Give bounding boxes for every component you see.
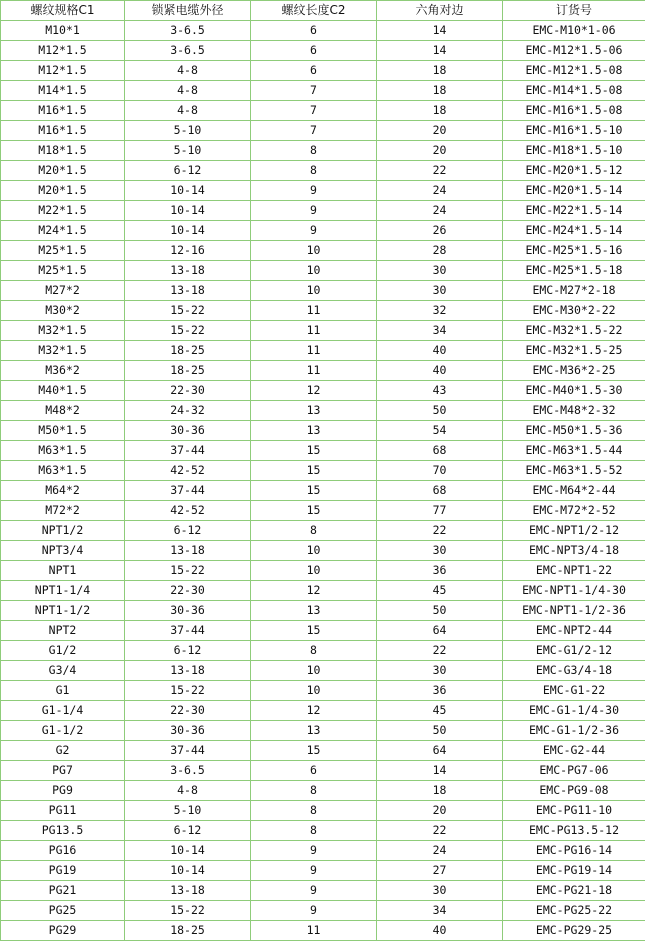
- header-order-number: 订货号: [503, 1, 645, 21]
- header-hex-flats: 六角对边: [377, 1, 503, 21]
- cell-thread-spec: G1/2: [1, 641, 125, 661]
- cell-order-number: EMC-PG9-08: [503, 781, 645, 801]
- cell-thread-spec: M20*1.5: [1, 181, 125, 201]
- cell-order-number: EMC-NPT3/4-18: [503, 541, 645, 561]
- cell-thread-length: 15: [251, 621, 377, 641]
- cell-hex-flats: 50: [377, 401, 503, 421]
- header-thread-spec: 螺纹规格C1: [1, 1, 125, 21]
- cell-order-number: EMC-G3/4-18: [503, 661, 645, 681]
- cell-cable-diameter: 15-22: [125, 561, 251, 581]
- cell-thread-length: 15: [251, 501, 377, 521]
- cell-thread-spec: M27*2: [1, 281, 125, 301]
- cell-order-number: EMC-M20*1.5-12: [503, 161, 645, 181]
- table-row: [1, 41, 645, 61]
- header-row: [1, 1, 645, 21]
- cell-thread-spec: NPT1/2: [1, 521, 125, 541]
- cell-thread-spec: NPT2: [1, 621, 125, 641]
- cell-hex-flats: 68: [377, 481, 503, 501]
- cell-cable-diameter: 3-6.5: [125, 21, 251, 41]
- table-row: [1, 921, 645, 941]
- cell-order-number: EMC-PG13.5-12: [503, 821, 645, 841]
- cell-hex-flats: 64: [377, 621, 503, 641]
- cell-thread-length: 6: [251, 41, 377, 61]
- header-cable-diameter: 锁紧电缆外径: [125, 1, 251, 21]
- table-row: [1, 441, 645, 461]
- table-row: [1, 641, 645, 661]
- cell-thread-spec: PG13.5: [1, 821, 125, 841]
- table-row: [1, 381, 645, 401]
- cell-thread-length: 6: [251, 761, 377, 781]
- cell-hex-flats: 70: [377, 461, 503, 481]
- cell-thread-length: 8: [251, 801, 377, 821]
- table-row: [1, 581, 645, 601]
- cell-thread-length: 9: [251, 901, 377, 921]
- cell-hex-flats: 22: [377, 161, 503, 181]
- cell-thread-spec: M25*1.5: [1, 261, 125, 281]
- cell-order-number: EMC-PG29-25: [503, 921, 645, 941]
- cell-thread-length: 9: [251, 201, 377, 221]
- cell-hex-flats: 40: [377, 921, 503, 941]
- cell-hex-flats: 22: [377, 821, 503, 841]
- cell-cable-diameter: 24-32: [125, 401, 251, 421]
- cell-hex-flats: 34: [377, 901, 503, 921]
- table-row: [1, 521, 645, 541]
- cell-cable-diameter: 13-18: [125, 661, 251, 681]
- cell-order-number: EMC-G2-44: [503, 741, 645, 761]
- cell-cable-diameter: 42-52: [125, 461, 251, 481]
- cell-thread-length: 11: [251, 361, 377, 381]
- cell-order-number: EMC-NPT1-1/2-36: [503, 601, 645, 621]
- cell-hex-flats: 34: [377, 321, 503, 341]
- cell-thread-spec: M63*1.5: [1, 461, 125, 481]
- cell-cable-diameter: 6-12: [125, 641, 251, 661]
- cell-order-number: EMC-PG25-22: [503, 901, 645, 921]
- table-row: [1, 741, 645, 761]
- cell-order-number: EMC-M25*1.5-16: [503, 241, 645, 261]
- cell-hex-flats: 24: [377, 841, 503, 861]
- cell-cable-diameter: 5-10: [125, 121, 251, 141]
- cell-thread-spec: PG7: [1, 761, 125, 781]
- cell-thread-spec: M30*2: [1, 301, 125, 321]
- cell-order-number: EMC-M16*1.5-08: [503, 101, 645, 121]
- cell-thread-spec: M72*2: [1, 501, 125, 521]
- cell-cable-diameter: 10-14: [125, 221, 251, 241]
- cell-order-number: EMC-PG19-14: [503, 861, 645, 881]
- cell-cable-diameter: 37-44: [125, 441, 251, 461]
- cell-hex-flats: 36: [377, 561, 503, 581]
- table-row: [1, 341, 645, 361]
- table-row: [1, 541, 645, 561]
- table-row: [1, 121, 645, 141]
- table-row: [1, 281, 645, 301]
- cell-cable-diameter: 18-25: [125, 921, 251, 941]
- cell-cable-diameter: 15-22: [125, 681, 251, 701]
- cell-thread-spec: M36*2: [1, 361, 125, 381]
- cell-hex-flats: 14: [377, 761, 503, 781]
- cell-order-number: EMC-M22*1.5-14: [503, 201, 645, 221]
- cell-hex-flats: 43: [377, 381, 503, 401]
- cell-cable-diameter: 13-18: [125, 541, 251, 561]
- table-row: [1, 481, 645, 501]
- cell-thread-length: 10: [251, 281, 377, 301]
- cell-order-number: EMC-M32*1.5-25: [503, 341, 645, 361]
- cell-cable-diameter: 18-25: [125, 341, 251, 361]
- cell-thread-spec: M20*1.5: [1, 161, 125, 181]
- cell-cable-diameter: 42-52: [125, 501, 251, 521]
- table-row: [1, 701, 645, 721]
- cell-thread-spec: M48*2: [1, 401, 125, 421]
- cell-hex-flats: 30: [377, 261, 503, 281]
- cell-thread-length: 10: [251, 541, 377, 561]
- table-row: [1, 621, 645, 641]
- cell-order-number: EMC-PG16-14: [503, 841, 645, 861]
- table-row: [1, 421, 645, 441]
- cell-thread-spec: PG29: [1, 921, 125, 941]
- table-row: [1, 821, 645, 841]
- cell-cable-diameter: 22-30: [125, 381, 251, 401]
- cell-thread-spec: G1-1/4: [1, 701, 125, 721]
- cell-cable-diameter: 13-18: [125, 881, 251, 901]
- cell-order-number: EMC-M63*1.5-52: [503, 461, 645, 481]
- cell-hex-flats: 64: [377, 741, 503, 761]
- cell-thread-length: 8: [251, 141, 377, 161]
- cell-thread-length: 8: [251, 521, 377, 541]
- cell-cable-diameter: 15-22: [125, 901, 251, 921]
- cell-hex-flats: 50: [377, 601, 503, 621]
- cell-thread-length: 15: [251, 441, 377, 461]
- cell-cable-diameter: 15-22: [125, 301, 251, 321]
- cell-thread-spec: M10*1: [1, 21, 125, 41]
- cell-hex-flats: 14: [377, 41, 503, 61]
- cell-thread-spec: G1-1/2: [1, 721, 125, 741]
- cell-hex-flats: 18: [377, 781, 503, 801]
- cell-thread-length: 9: [251, 181, 377, 201]
- cell-hex-flats: 27: [377, 861, 503, 881]
- cell-thread-spec: M22*1.5: [1, 201, 125, 221]
- table-row: [1, 361, 645, 381]
- cell-order-number: EMC-G1-22: [503, 681, 645, 701]
- cell-hex-flats: 14: [377, 21, 503, 41]
- table-row: [1, 781, 645, 801]
- cell-hex-flats: 68: [377, 441, 503, 461]
- cell-thread-spec: M25*1.5: [1, 241, 125, 261]
- header-thread-length: 螺纹长度C2: [251, 1, 377, 21]
- cell-thread-spec: PG11: [1, 801, 125, 821]
- cell-order-number: EMC-NPT1/2-12: [503, 521, 645, 541]
- cell-cable-diameter: 15-22: [125, 321, 251, 341]
- cell-hex-flats: 40: [377, 341, 503, 361]
- table-row: [1, 761, 645, 781]
- cell-hex-flats: 32: [377, 301, 503, 321]
- cell-thread-spec: M50*1.5: [1, 421, 125, 441]
- cell-cable-diameter: 30-36: [125, 721, 251, 741]
- cell-cable-diameter: 37-44: [125, 481, 251, 501]
- cell-order-number: EMC-M12*1.5-06: [503, 41, 645, 61]
- cell-thread-length: 8: [251, 781, 377, 801]
- cell-order-number: EMC-M50*1.5-36: [503, 421, 645, 441]
- table-row: [1, 61, 645, 81]
- table-row: [1, 101, 645, 121]
- table-row: [1, 861, 645, 881]
- cell-cable-diameter: 13-18: [125, 261, 251, 281]
- table-row: [1, 801, 645, 821]
- cell-thread-spec: M24*1.5: [1, 221, 125, 241]
- cell-thread-spec: PG25: [1, 901, 125, 921]
- table-row: [1, 661, 645, 681]
- cell-order-number: EMC-M24*1.5-14: [503, 221, 645, 241]
- cell-thread-length: 6: [251, 61, 377, 81]
- table-row: [1, 21, 645, 41]
- cell-thread-length: 13: [251, 421, 377, 441]
- cell-thread-spec: M63*1.5: [1, 441, 125, 461]
- cell-cable-diameter: 30-36: [125, 601, 251, 621]
- cell-thread-spec: M32*1.5: [1, 321, 125, 341]
- cell-order-number: EMC-M18*1.5-10: [503, 141, 645, 161]
- cell-order-number: EMC-G1-1/2-36: [503, 721, 645, 741]
- table-row: [1, 681, 645, 701]
- cell-thread-spec: M14*1.5: [1, 81, 125, 101]
- table-row: [1, 81, 645, 101]
- cell-order-number: EMC-M27*2-18: [503, 281, 645, 301]
- cell-thread-length: 6: [251, 21, 377, 41]
- cell-thread-length: 12: [251, 701, 377, 721]
- cell-hex-flats: 24: [377, 181, 503, 201]
- cell-thread-length: 11: [251, 321, 377, 341]
- cell-thread-length: 9: [251, 221, 377, 241]
- cell-cable-diameter: 3-6.5: [125, 41, 251, 61]
- cell-thread-spec: G3/4: [1, 661, 125, 681]
- cell-thread-length: 7: [251, 121, 377, 141]
- cell-hex-flats: 54: [377, 421, 503, 441]
- cell-thread-spec: NPT1-1/2: [1, 601, 125, 621]
- cell-cable-diameter: 6-12: [125, 161, 251, 181]
- cell-thread-spec: G2: [1, 741, 125, 761]
- cell-thread-spec: M12*1.5: [1, 61, 125, 81]
- cell-order-number: EMC-M25*1.5-18: [503, 261, 645, 281]
- cell-hex-flats: 30: [377, 661, 503, 681]
- table-row: [1, 501, 645, 521]
- cell-hex-flats: 45: [377, 581, 503, 601]
- cell-cable-diameter: 4-8: [125, 61, 251, 81]
- cell-thread-length: 10: [251, 261, 377, 281]
- cell-thread-spec: M32*1.5: [1, 341, 125, 361]
- cell-thread-spec: M16*1.5: [1, 101, 125, 121]
- cell-hex-flats: 50: [377, 721, 503, 741]
- table-row: [1, 561, 645, 581]
- cell-order-number: EMC-PG11-10: [503, 801, 645, 821]
- cell-hex-flats: 20: [377, 141, 503, 161]
- cell-cable-diameter: 10-14: [125, 181, 251, 201]
- cell-thread-length: 10: [251, 561, 377, 581]
- cell-order-number: EMC-M32*1.5-22: [503, 321, 645, 341]
- cell-thread-length: 10: [251, 241, 377, 261]
- cell-cable-diameter: 4-8: [125, 81, 251, 101]
- cell-hex-flats: 22: [377, 641, 503, 661]
- table-row: [1, 401, 645, 421]
- cell-order-number: EMC-G1-1/4-30: [503, 701, 645, 721]
- cell-thread-length: 8: [251, 641, 377, 661]
- table-row: [1, 221, 645, 241]
- cell-thread-length: 9: [251, 861, 377, 881]
- cell-cable-diameter: 10-14: [125, 861, 251, 881]
- cell-thread-length: 7: [251, 101, 377, 121]
- cell-cable-diameter: 3-6.5: [125, 761, 251, 781]
- cell-cable-diameter: 10-14: [125, 201, 251, 221]
- table-row: [1, 721, 645, 741]
- cell-hex-flats: 40: [377, 361, 503, 381]
- cell-hex-flats: 77: [377, 501, 503, 521]
- cell-cable-diameter: 37-44: [125, 741, 251, 761]
- cell-order-number: EMC-G1/2-12: [503, 641, 645, 661]
- cell-thread-length: 13: [251, 721, 377, 741]
- cell-order-number: EMC-M20*1.5-14: [503, 181, 645, 201]
- cell-thread-spec: PG19: [1, 861, 125, 881]
- cell-hex-flats: 28: [377, 241, 503, 261]
- cell-order-number: EMC-M14*1.5-08: [503, 81, 645, 101]
- table-row: [1, 141, 645, 161]
- cell-thread-length: 12: [251, 581, 377, 601]
- cell-cable-diameter: 5-10: [125, 801, 251, 821]
- cell-cable-diameter: 4-8: [125, 781, 251, 801]
- table-row: [1, 201, 645, 221]
- cell-thread-spec: G1: [1, 681, 125, 701]
- cell-thread-length: 10: [251, 661, 377, 681]
- cell-thread-length: 13: [251, 601, 377, 621]
- table-row: [1, 841, 645, 861]
- cell-order-number: EMC-M10*1-06: [503, 21, 645, 41]
- cell-hex-flats: 30: [377, 281, 503, 301]
- table-row: [1, 301, 645, 321]
- cell-thread-spec: PG21: [1, 881, 125, 901]
- cell-cable-diameter: 4-8: [125, 101, 251, 121]
- table-row: [1, 881, 645, 901]
- cell-cable-diameter: 5-10: [125, 141, 251, 161]
- cell-hex-flats: 45: [377, 701, 503, 721]
- table-row: [1, 261, 645, 281]
- cell-order-number: EMC-M48*2-32: [503, 401, 645, 421]
- cell-thread-length: 9: [251, 841, 377, 861]
- cell-thread-length: 11: [251, 301, 377, 321]
- cell-cable-diameter: 37-44: [125, 621, 251, 641]
- cell-hex-flats: 22: [377, 521, 503, 541]
- cell-order-number: EMC-NPT2-44: [503, 621, 645, 641]
- table-row: [1, 181, 645, 201]
- cell-cable-diameter: 6-12: [125, 821, 251, 841]
- table-row: [1, 321, 645, 341]
- cell-cable-diameter: 22-30: [125, 701, 251, 721]
- cell-order-number: EMC-M30*2-22: [503, 301, 645, 321]
- cell-thread-spec: M40*1.5: [1, 381, 125, 401]
- cell-thread-length: 15: [251, 741, 377, 761]
- cell-hex-flats: 24: [377, 201, 503, 221]
- cell-thread-length: 15: [251, 461, 377, 481]
- cell-order-number: EMC-M36*2-25: [503, 361, 645, 381]
- cell-thread-length: 8: [251, 821, 377, 841]
- cell-hex-flats: 26: [377, 221, 503, 241]
- cell-thread-spec: M64*2: [1, 481, 125, 501]
- cell-thread-length: 12: [251, 381, 377, 401]
- cell-cable-diameter: 13-18: [125, 281, 251, 301]
- cell-order-number: EMC-M64*2-44: [503, 481, 645, 501]
- cell-cable-diameter: 30-36: [125, 421, 251, 441]
- table-row: [1, 241, 645, 261]
- cell-order-number: EMC-PG21-18: [503, 881, 645, 901]
- cell-cable-diameter: 12-16: [125, 241, 251, 261]
- cell-thread-length: 13: [251, 401, 377, 421]
- table-row: [1, 901, 645, 921]
- cell-hex-flats: 30: [377, 881, 503, 901]
- cell-thread-length: 15: [251, 481, 377, 501]
- cell-hex-flats: 20: [377, 801, 503, 821]
- cell-thread-length: 10: [251, 681, 377, 701]
- cell-hex-flats: 36: [377, 681, 503, 701]
- cell-order-number: EMC-M40*1.5-30: [503, 381, 645, 401]
- cell-thread-length: 11: [251, 921, 377, 941]
- cell-order-number: EMC-PG7-06: [503, 761, 645, 781]
- cell-thread-length: 9: [251, 881, 377, 901]
- cell-hex-flats: 18: [377, 81, 503, 101]
- cell-order-number: EMC-M63*1.5-44: [503, 441, 645, 461]
- cell-thread-spec: PG9: [1, 781, 125, 801]
- cell-order-number: EMC-M16*1.5-10: [503, 121, 645, 141]
- cell-order-number: EMC-M12*1.5-08: [503, 61, 645, 81]
- cell-thread-length: 11: [251, 341, 377, 361]
- cell-order-number: EMC-NPT1-1/4-30: [503, 581, 645, 601]
- table-row: [1, 601, 645, 621]
- cell-order-number: EMC-M72*2-52: [503, 501, 645, 521]
- cell-cable-diameter: 6-12: [125, 521, 251, 541]
- cell-thread-spec: NPT1: [1, 561, 125, 581]
- cell-thread-length: 8: [251, 161, 377, 181]
- cell-cable-diameter: 18-25: [125, 361, 251, 381]
- cell-thread-spec: PG16: [1, 841, 125, 861]
- table-body: [1, 21, 645, 941]
- cell-hex-flats: 18: [377, 61, 503, 81]
- cell-thread-spec: M16*1.5: [1, 121, 125, 141]
- cell-thread-length: 7: [251, 81, 377, 101]
- cell-thread-spec: M12*1.5: [1, 41, 125, 61]
- cell-thread-spec: M18*1.5: [1, 141, 125, 161]
- cell-cable-diameter: 22-30: [125, 581, 251, 601]
- cell-hex-flats: 20: [377, 121, 503, 141]
- cell-cable-diameter: 10-14: [125, 841, 251, 861]
- cell-thread-spec: NPT3/4: [1, 541, 125, 561]
- cell-order-number: EMC-NPT1-22: [503, 561, 645, 581]
- cell-hex-flats: 30: [377, 541, 503, 561]
- table-row: [1, 461, 645, 481]
- cell-thread-spec: NPT1-1/4: [1, 581, 125, 601]
- table-row: [1, 161, 645, 181]
- cell-hex-flats: 18: [377, 101, 503, 121]
